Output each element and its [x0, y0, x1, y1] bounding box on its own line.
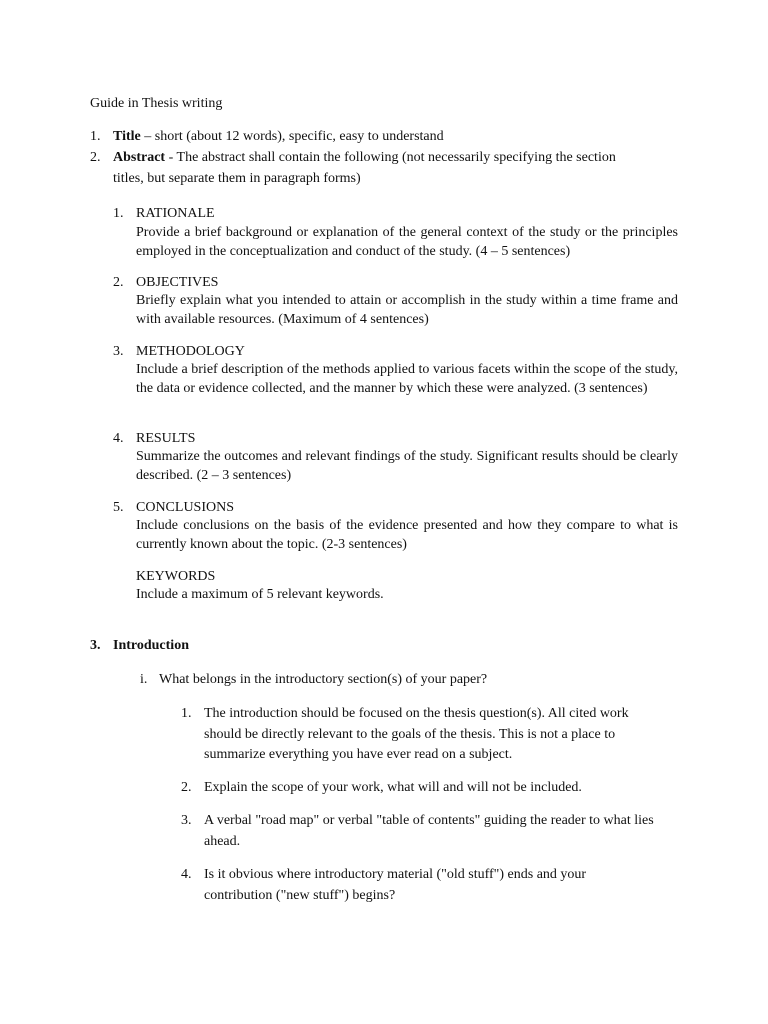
section-heading: CONCLUSIONS	[136, 500, 235, 515]
section-heading: RESULTS	[136, 431, 196, 446]
section-body: Include a maximum of 5 relevant keywords.	[136, 587, 384, 602]
point-text: The introduction should be focused on the thesis question(s). All cited work should be directly relevant to the goals of the thesis. This is not a place to summarize everything you have ever read on a subject.	[204, 706, 629, 762]
point-text: Explain the scope of your work, what will and will not be included.	[204, 780, 582, 795]
point-number: 2.	[181, 780, 192, 795]
section-body: Include conclusions on the basis of the evidence presented and how they compare to what is currently known about the topic. (2-3 sentences)	[136, 518, 678, 552]
item-abstract	[113, 148, 616, 167]
section-body: Include a brief description of the methods applied to various facets within the scope of the study, the data or evidence collected, and the manner by which these were analyzed. (3 sentences)	[136, 362, 678, 396]
section-number: 4.	[113, 431, 124, 446]
document-title: Guide in Thesis writing	[90, 96, 223, 111]
point-text: A verbal "road map" or verbal "table of contents" guiding the reader to what lies ahead.	[204, 813, 654, 849]
section-heading: RATIONALE	[136, 206, 215, 221]
roman-numeral: i.	[140, 672, 148, 687]
section-heading: OBJECTIVES	[136, 275, 219, 290]
section-number: 3.	[113, 344, 124, 359]
item-title-label: Title	[113, 129, 141, 144]
section-heading: METHODOLOGY	[136, 344, 245, 359]
item-number: 3.	[90, 638, 101, 653]
section-body: Briefly explain what you intended to attain or accomplish in the study within a time frame and with available resources. (Maximum of 4 sentences)	[136, 293, 678, 327]
item-abstract-text: - The abstract shall contain the following (not necessarily specifying the section	[165, 150, 616, 165]
point-number: 4.	[181, 867, 192, 882]
item-title-text: – short (about 12 words), specific, easy to understand	[140, 129, 444, 144]
section-heading: KEYWORDS	[136, 569, 216, 584]
introduction-question: What belongs in the introductory section(s) of your paper?	[159, 672, 488, 687]
item-abstract-label: Abstract	[113, 150, 166, 165]
introduction-heading: Introduction	[113, 638, 189, 653]
item-number: 1.	[90, 129, 101, 144]
section-number: 1.	[113, 206, 124, 221]
point-number: 1.	[181, 706, 192, 721]
item-abstract-continued: titles, but separate them in paragraph forms)	[113, 171, 361, 186]
point-text: Is it obvious where introductory material ("old stuff") ends and your contribution ("new stuff") begins?	[204, 867, 587, 903]
section-body: Provide a brief background or explanation of the general context of the study or the principles employed in the conceptualization and conduct of the study. (4 – 5 sentences)	[136, 225, 678, 259]
item-title	[113, 127, 444, 146]
section-number: 2.	[113, 275, 124, 290]
section-number: 5.	[113, 500, 124, 515]
section-body: Summarize the outcomes and relevant findings of the study. Significant results should be clearly described. (2 – 3 sentences)	[136, 449, 678, 483]
point-number: 3.	[181, 813, 192, 828]
item-number: 2.	[90, 150, 101, 165]
